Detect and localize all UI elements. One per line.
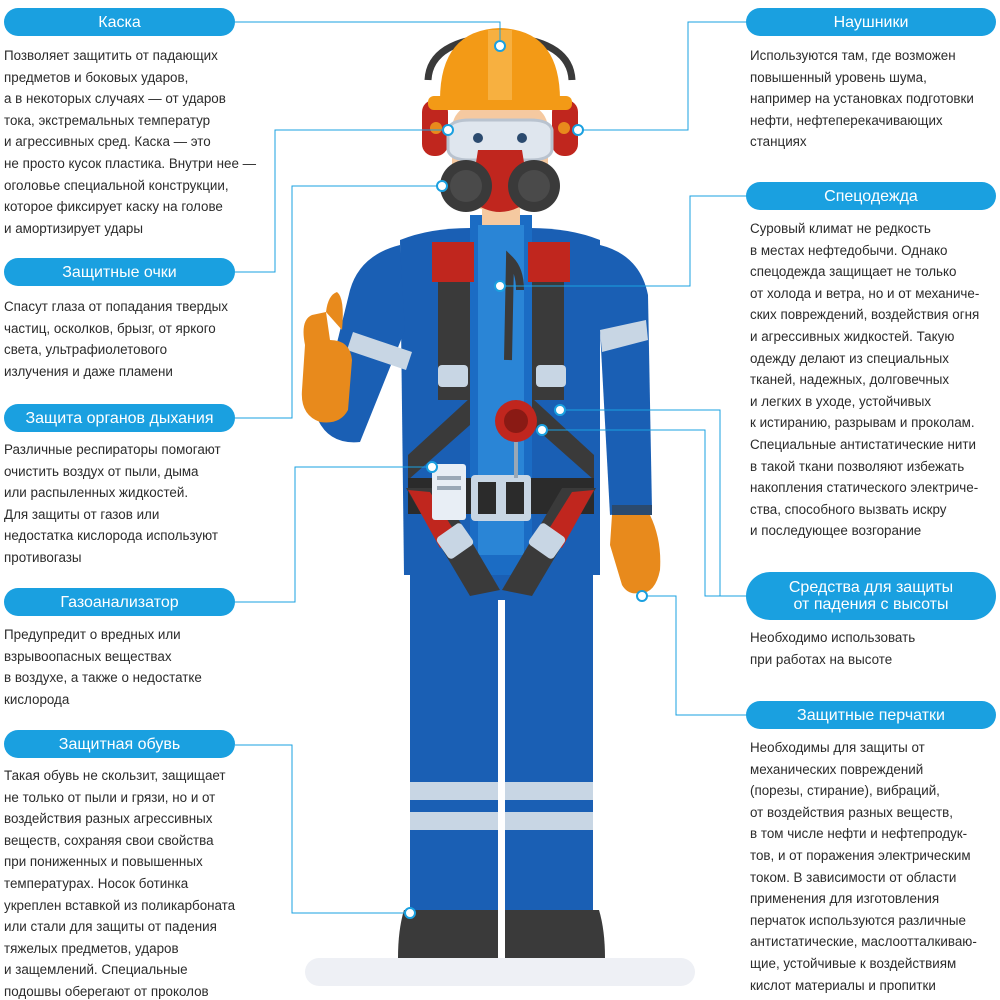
desc-gas-analyzer: Предупредит о вредных или взрывоопасных веществах в воздухе, а также о недостатке кислорода — [4, 627, 202, 707]
label-helmet: Каска — [4, 8, 235, 36]
gas-analyzer-device — [432, 464, 466, 520]
trousers — [410, 560, 593, 930]
desc-fall-protection: Необходимо использовать при работах на высоте — [750, 630, 916, 667]
floor-shadow — [305, 958, 695, 986]
right-arm — [600, 245, 660, 593]
desc-respirator: Различные респираторы помогают очистить воздух от пыли, дыма или распыленных жидкостей. Для защиты от газов или недостатка кислорода используют противогазы — [4, 442, 221, 565]
label-gloves: Защитные перчатки — [746, 701, 996, 729]
right-glove — [610, 515, 660, 593]
label-gas-analyzer: Газоанализатор — [4, 588, 235, 616]
desc-helmet: Позволяет защитить от падающих предметов и боковых ударов, а в некоторых случаях — от ударов тока, экстремальных температур и агрессивных сред. Каска — это не просто кусок пластика. Внутри нее — оголовье специальной конструкции, которое фиксирует каску на голове и амортизирует удары — [4, 48, 257, 236]
desc-earmuffs: Используются там, где возможен повышенный уровень шума, например на установках подготовки нефти, нефтеперекачивающих станциях — [750, 48, 974, 150]
desc-gloves: Необходимы для защиты от механических повреждений (порезы, стирание), вибраций, от воздействия разных веществ, в том числе нефти и нефтепродук- тов, и от поражения электрическим током. В зависимости от области применения для изготовления перчаток используются различные антистатические, маслоотталкиваю- щие, устойчивые к воздействиям кислот материалы и пропитки — [750, 740, 977, 993]
boots — [398, 910, 605, 958]
label-respirator: Защита органов дыхания — [4, 404, 235, 432]
label-fall-protection: Средства для защиты от падения с высоты — [746, 572, 996, 620]
label-goggles: Защитные очки — [4, 258, 235, 286]
desc-workwear: Суровый климат не редкость в местах нефтедобычи. Однако спецодежда защищает не только от холода и ветра, но и от механиче- ских повреждений, воздействия огня и агрессивных жидкостей. Такую одежду делают из специальных тканей, надежных, долговечных и легких в уходе, устойчивых к истиранию, разрывам и проколам. Специальные антистатические нити в такой ткани позволяют избежать накопления статического электриче- ства, способного вызвать искру и последующее возгорание — [750, 221, 980, 539]
label-earmuffs: Наушники — [746, 8, 996, 36]
label-boots: Защитная обувь — [4, 730, 235, 758]
label-workwear: Спецодежда — [746, 182, 996, 210]
desc-goggles: Спасут глаза от попадания твердых частиц, осколков, брызг, от яркого света, ультрафиолетового излучения и даже пламени — [4, 299, 228, 379]
left-arm — [302, 245, 412, 442]
desc-boots: Такая обувь не скользит, защищает не только от пыли и грязи, но и от воздействия разных агрессивных веществ, сохраняя свои свойства при пониженных и повышенных температурах. Носок ботинка укреплен вставкой из поликарбоната или стали для защиты от падения тяжелых предметов, ударов и защемлений. Специальные подошвы оберегают от проколов — [4, 768, 236, 999]
